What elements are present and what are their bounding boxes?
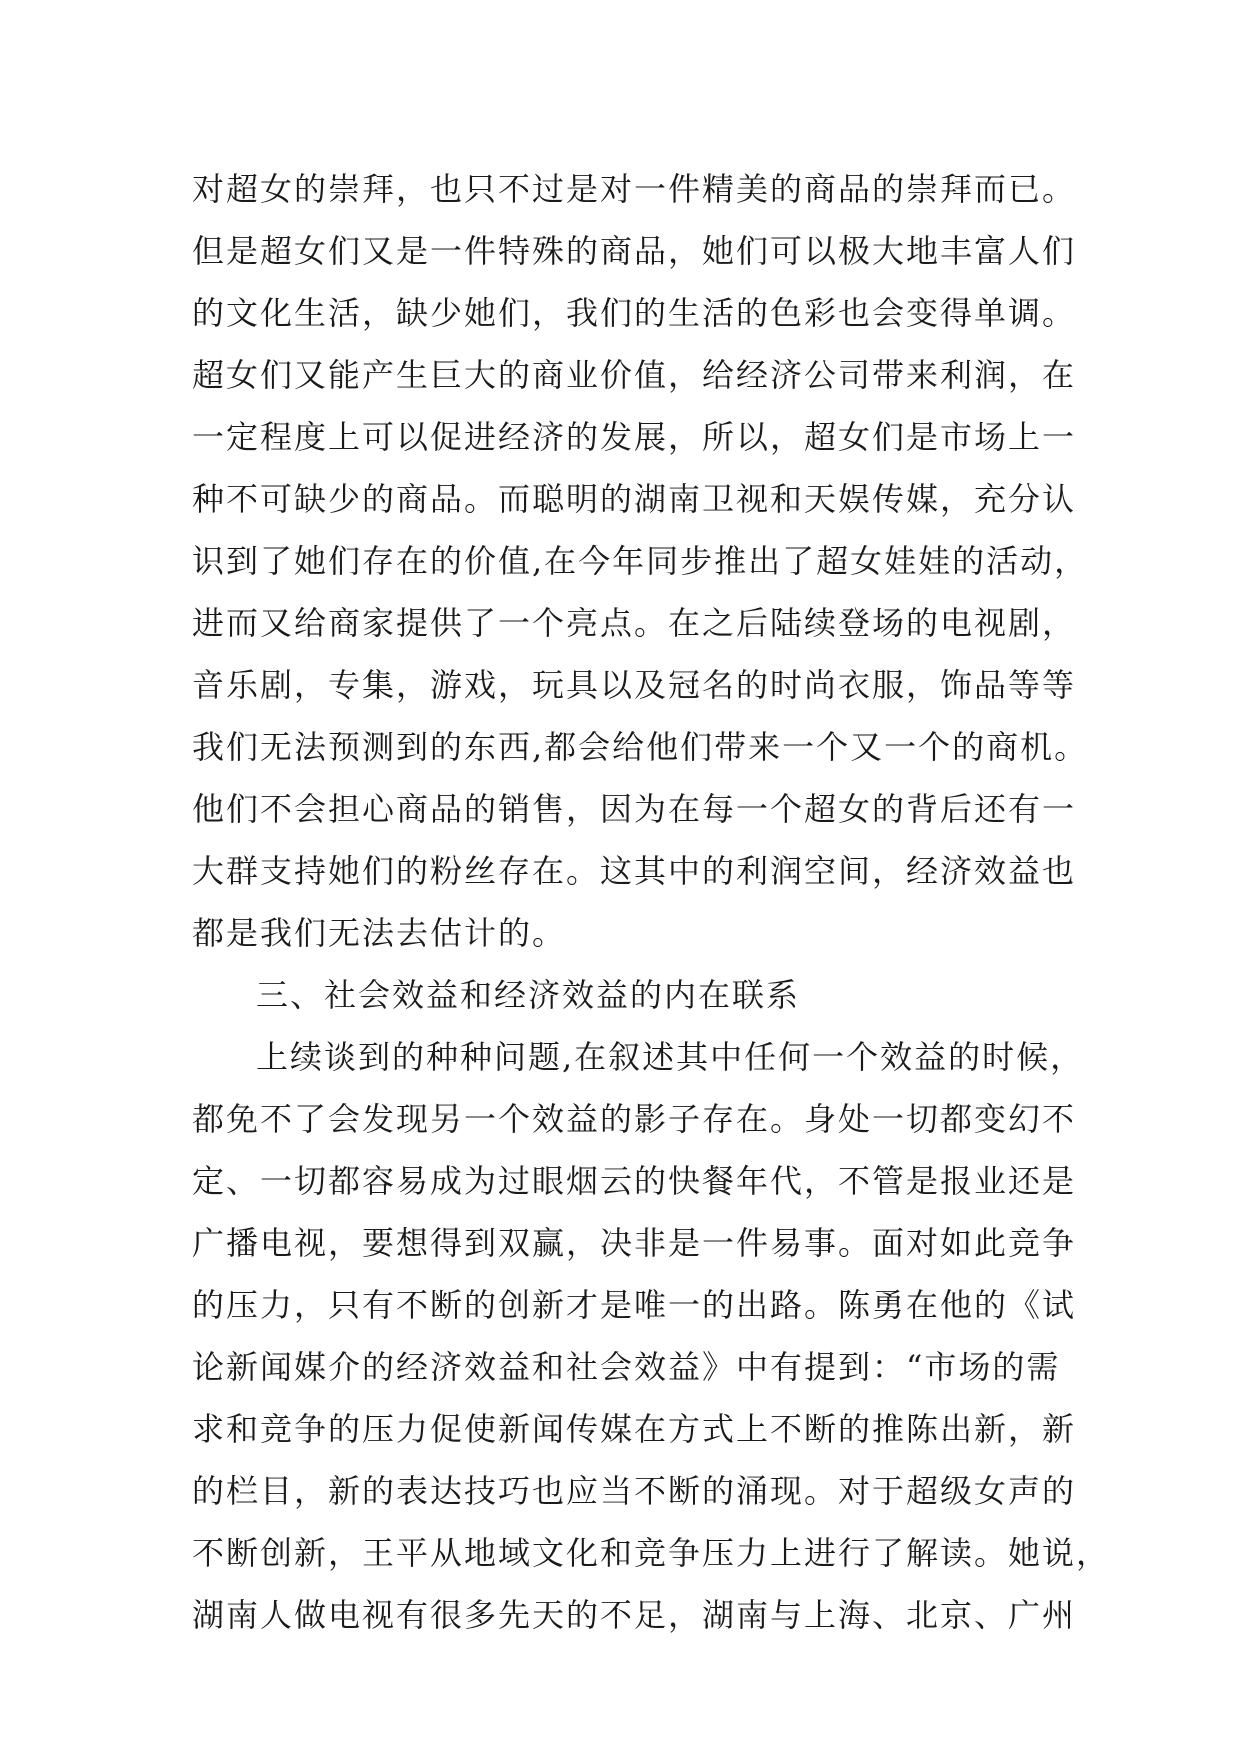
text-line: 求和竞争的压力促使新闻传媒在方式上不断的推陈出新，新 bbox=[192, 1410, 1077, 1448]
text-line: 的栏目，新的表达技巧也应当不断的涌现。对于超级女声的 bbox=[192, 1472, 1077, 1510]
text-line: 都免不了会发现另一个效益的影子存在。身处一切都变幻不 bbox=[192, 1100, 1077, 1138]
text-line: 但是超女们又是一件特殊的商品，她们可以极大地丰富人们 bbox=[192, 232, 1077, 270]
text-line: 不断创新，王平从地域文化和竞争压力上进行了解读。她说， bbox=[192, 1534, 1111, 1572]
text-line: 广播电视，要想得到双赢，决非是一件易事。面对如此竞争 bbox=[192, 1224, 1077, 1262]
text-line: 的文化生活，缺少她们，我们的生活的色彩也会变得单调。 bbox=[192, 294, 1077, 332]
text-line: 大群支持她们的粉丝存在。这其中的利润空间，经济效益也 bbox=[192, 852, 1077, 890]
text-line: 我们无法预测到的东西,都会给他们带来一个又一个的商机。 bbox=[192, 728, 1089, 766]
text-line: 定、一切都容易成为过眼烟云的快餐年代，不管是报业还是 bbox=[192, 1162, 1077, 1200]
text-line: 识到了她们存在的价值,在今年同步推出了超女娃娃的活动， bbox=[192, 542, 1089, 580]
text-line: 对超女的崇拜，也只不过是对一件精美的商品的崇拜而已。 bbox=[192, 170, 1077, 208]
text-line: 进而又给商家提供了一个亮点。在之后陆续登场的电视剧， bbox=[192, 604, 1077, 642]
text-line: 湖南人做电视有很多先天的不足，湖南与上海、北京、广州 bbox=[192, 1596, 1077, 1634]
text-line: 他们不会担心商品的销售，因为在每一个超女的背后还有一 bbox=[192, 790, 1077, 828]
section-heading: 三、社会效益和经济效益的内在联系 bbox=[256, 976, 801, 1014]
text-line: 种不可缺少的商品。而聪明的湖南卫视和天娱传媒，充分认 bbox=[192, 480, 1077, 518]
text-line: 一定程度上可以促进经济的发展，所以，超女们是市场上一 bbox=[192, 418, 1077, 456]
text-line: 的压力，只有不断的创新才是唯一的出路。陈勇在他的《试 bbox=[192, 1286, 1077, 1324]
text-line: 音乐剧，专集，游戏，玩具以及冠名的时尚衣服，饰品等等 bbox=[192, 666, 1077, 704]
text-line: 都是我们无法去估计的。 bbox=[192, 914, 567, 952]
text-line: 上续谈到的种种问题,在叙述其中任何一个效益的时候， bbox=[256, 1038, 1085, 1076]
text-line: 论新闻媒介的经济效益和社会效益》中有提到：“市场的需 bbox=[192, 1348, 1061, 1386]
text-line: 超女们又能产生巨大的商业价值，给经济公司带来利润，在 bbox=[192, 356, 1077, 394]
body-text bbox=[192, 158, 1111, 1646]
